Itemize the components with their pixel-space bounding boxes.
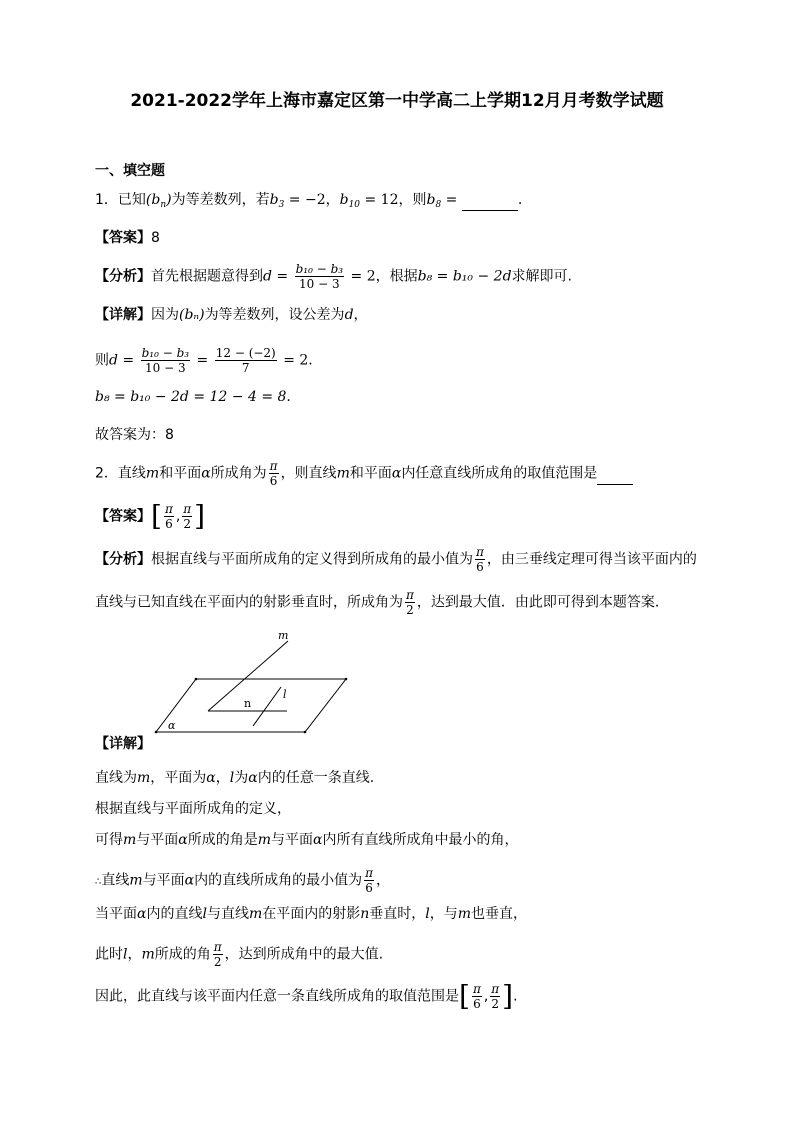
label-alpha: α (168, 719, 176, 732)
q2-detail-6: 此时l，m所成的角 $\frac{\pi}{2}$ ，达到所成角中的最大值. (95, 940, 384, 969)
answer-value: 8 (151, 230, 160, 246)
plane-line-diagram (150, 625, 360, 740)
answer-blank (462, 190, 518, 211)
b3-symbol: $b_3$ (269, 192, 285, 210)
analysis-tag: 【分析】 (95, 551, 151, 568)
answer-tag: 【答案】 (95, 508, 151, 525)
fraction: $\frac{\pi}{2}$ (406, 588, 414, 617)
line-l (253, 687, 281, 726)
fraction: $\frac{\pi}{2}$ (213, 940, 222, 969)
question-1: 1．已知$(b_n)$为等差数列，若$b_3 = -2$，$b_{10} = 12$，则$b_8$ = . (95, 192, 523, 210)
q2-detail-7: 因此，此直线与该平面内任意一条直线所成角的取值范围是[ $\frac{\pi}{6}$ , $\frac{\pi}{2}$ ]. (95, 979, 518, 1013)
detail-tag: 【详解】 (95, 736, 151, 752)
fraction: $\frac{\pi}{2}$ (491, 982, 500, 1011)
label-l: l (283, 688, 287, 701)
label-m: m (278, 629, 289, 642)
q2-analysis-line2: 直线与已知直线在平面内的射影垂直时，所成角为 $\frac{\pi}{2}$ ，达到最大值．由此即可得到本题答案． (95, 588, 669, 617)
analysis-tag: 【分析】 (95, 268, 151, 285)
fraction: $\frac{\pi}{2}$ (183, 502, 192, 531)
fraction: $\frac{\pi}{6}$ (472, 982, 481, 1011)
q1-then: 则d = $\frac{\text{b₁₀ − b₃}}{10 - 3}$ = $\frac{12 - (-2)}{7}$ = 2. (95, 346, 313, 375)
fraction: $\frac{12 - (-2)}{7}$ (215, 346, 276, 375)
q2-analysis-line1: 【分析】根据直线与平面所成角的定义得到所成角的最小值为 $\frac{\pi}{6}$ ，由三垂线定理可得当该平面内的 (95, 545, 697, 574)
b8-symbol: $b_8$ (426, 192, 442, 210)
answer-tag: 【答案】 (95, 230, 151, 246)
fraction: $\frac{\pi}{6}$ (164, 502, 173, 531)
fraction: $\frac{\pi}{6}$ (365, 866, 374, 895)
q1-calc: b₈ = b₁₀ − 2d = 12 − 4 = 8. (95, 389, 291, 405)
q1-detail: 【详解】因为(bₙ)为等差数列，设公差为d， (95, 307, 368, 323)
fraction: $\frac{\pi}{6}$ (269, 459, 278, 488)
fraction: $\frac{\text{b₁₀ − b₃}}{10 - 3}$ (295, 262, 344, 291)
section-heading: 一、填空题 (95, 163, 165, 179)
fraction: $\frac{\text{b₁₀ − b₃}}{10 - 3}$ (141, 346, 190, 375)
q2-detail-tag (95, 734, 151, 754)
label-n: n (244, 697, 252, 710)
q1-answer (95, 228, 160, 248)
page-title: 2021-2022学年上海市嘉定区第一中学高二上学期12月月考数学试题 (130, 91, 664, 111)
q2-answer: 【答案】[ $\frac{\pi}{6}$ , $\frac{\pi}{2}$ ] (95, 499, 206, 533)
q1-final: 故答案为：8 (95, 427, 174, 443)
sequence-symbol: $(b_n)$ (145, 192, 172, 210)
b10-symbol: $b_{10}$ (339, 192, 361, 210)
q2-detail-2: 根据直线与平面所成角的定义， (95, 801, 291, 817)
question-2: 2．直线m和平面α所成角为 $\frac{\pi}{6}$ ，则直线m和平面α内任意直线所成角的取值范围是 (95, 459, 633, 488)
q2-detail-4: ∴直线m与平面α内的直线所成角的最小值为 $\frac{\pi}{6}$ ， (95, 866, 391, 895)
q1-analysis: 【分析】首先根据题意得到d = $\frac{\text{b₁₀ − b₃}}{10 - 3}$ = 2，根据b₈ = b₁₀ − 2d求解即可. (95, 262, 572, 291)
answer-blank (597, 464, 633, 485)
q2-detail-5: 当平面α内的直线l与直线m在平面内的射影n垂直时，l，与m也垂直， (95, 906, 528, 922)
q2-detail-1: 直线为m，平面为α，l为α内的任意一条直线. (95, 770, 375, 786)
q2-detail-3: 可得m与平面α所成的角是m与平面α内所有直线所成角中最小的角， (95, 832, 519, 848)
fraction: $\frac{\pi}{6}$ (476, 545, 484, 574)
question-number: 1．已知 (95, 192, 146, 208)
detail-tag: 【详解】 (95, 307, 151, 323)
